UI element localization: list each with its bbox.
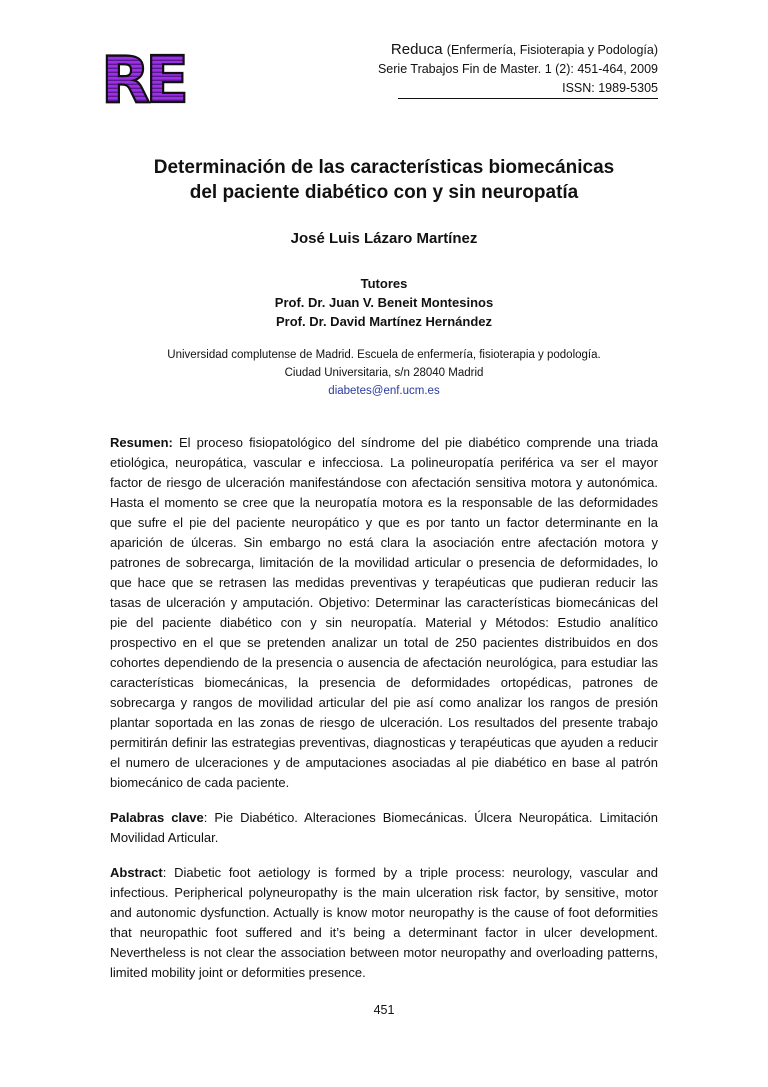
- journal-name: Reduca: [390, 41, 443, 58]
- author-name: José Luis Lázaro Martínez: [290, 230, 478, 247]
- title-line-2: del paciente diabético con y sin neuropatía: [189, 182, 579, 203]
- palabras-clave-paragraph: [110, 808, 658, 848]
- journal-line: [238, 40, 658, 60]
- tutors-block: [100, 274, 668, 331]
- body-text: [110, 433, 658, 998]
- title-line-1: Determinación de las características biomecánicas: [153, 157, 615, 178]
- palabras-clave-label: Palabras clave: [110, 810, 204, 825]
- logo-lettering: RE: [101, 44, 184, 118]
- journal-header: [238, 40, 658, 99]
- journal-subtitle: (Enfermería, Fisioterapia y Podología): [446, 43, 658, 57]
- issn-line: ISSN: 1989-5305: [398, 79, 658, 99]
- abstract-label: Abstract: [110, 865, 163, 880]
- resumen-text: El proceso fisiopatológico del síndrome del pie diabético comprende una triada etiológica, neuropática, vascular e infecciosa. La polineuropatía periférica va ser el mayor factor de riesgo de ulceración manifestándose con afectación sensitiva motora y autonómica. Hasta el momento se cree que la neuropatía motora es la responsable de las deformidades que sufre el pie del paciente neuropático y que es por tanto un factor determinante en la aparición de úlceras. Sin embargo no está clara la asociación entre afectación motora y patrones de sobrecarga, limitación de la movilidad articular o presencia de deformidades, lo que hace que se retrasen las medidas preventivas y terapéuticas que pudieran reducir las tasas de ulceración y amputación. Objetivo: Determinar las características biomecánicas del pie del paciente diabético con y sin neuropatía. Material y Métodos: Estudio analítico prospectivo en el que se pretenden analizar un total de 250 pacientes distribuidos en dos cohortes dependiendo de la presencia o ausencia de afectación neurológica, para estudiar las características biomecánicas, la presencia de deformidades ortopédicas, patrones de sobrecarga y rangos de movilidad articular del pie así como analizar los rangos de presión plantar soportada en las zonas de riesgo de ulceración. Los resultados del presente trabajo permitirán definir las estrategias preventivas, diagnosticas y terapéuticas que ayuden a reducir el numero de ulceraciones y de amputaciones asociadas al pie diabético en base al patrón biomecánico de cada paciente.: [110, 435, 658, 790]
- page-number: 451: [373, 1003, 395, 1017]
- email-link[interactable]: diabetes@enf.ucm.es: [328, 385, 440, 397]
- affiliation-line-1: Universidad complutense de Madrid. Escuela de enfermería, fisioterapia y podología.: [167, 349, 601, 361]
- abstract-paragraph: [110, 863, 658, 983]
- tutors-heading: Tutores: [360, 276, 408, 291]
- resumen-paragraph: [110, 433, 658, 793]
- tutor-name: Prof. Dr. Juan V. Beneit Montesinos: [274, 295, 494, 310]
- paper-title: [100, 155, 668, 205]
- abstract-text: : Diabetic foot aetiology is formed by a triple process: neurology, vascular and infectious. Peripherical polyneuropathy is the main ulceration risk factor, by sensitive, motor and autonomic dysfunction. Actually is know motor neuropathy is the cause of foot deformities that neuropathic foot suffered and it’s being a determinant factor in ulcer development. Nevertheless is not clear the association between motor neuropathy and overloading patterns, limited mobility joint or deformities presence.: [110, 865, 658, 980]
- resumen-label: Resumen:: [110, 435, 173, 450]
- affiliation-block: [100, 346, 668, 400]
- tutor-name: Prof. Dr. David Martínez Hernández: [276, 314, 492, 329]
- reduca-logo: [100, 44, 184, 118]
- palabras-clave-text: : Pie Diabético. Alteraciones Biomecánicas. Úlcera Neuropática. Limitación Movilidad Articular.: [110, 810, 658, 845]
- series-line: Serie Trabajos Fin de Master. 1 (2): 451-464, 2009: [377, 62, 658, 76]
- affiliation-line-2: Ciudad Universitaria, s/n 28040 Madrid: [284, 367, 484, 379]
